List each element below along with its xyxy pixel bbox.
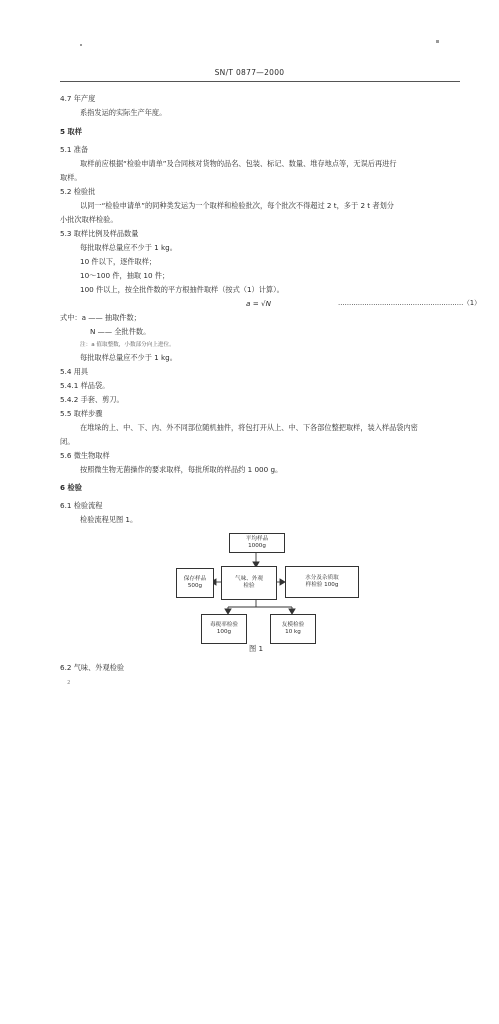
where-a: 式中：a —— 抽取件数； bbox=[60, 313, 141, 322]
section-5-2-line1: 以同一“检验申请单”的同种类发运为一个取样和检验批次，每个批次不得超过 2 t，多于 2 t 者划分 bbox=[80, 201, 394, 210]
flow-box-odor-appearance bbox=[221, 566, 277, 600]
flow-box-label: 500g bbox=[187, 583, 203, 589]
section-5-1-title: 5.1 准备 bbox=[60, 145, 89, 154]
section-6-1-line1: 检验流程见图 1。 bbox=[80, 515, 138, 524]
flow-box-label: 毒税率检验 bbox=[210, 622, 238, 629]
flow-box-model-test bbox=[270, 614, 316, 644]
flow-box-average-sample bbox=[229, 533, 285, 553]
flow-box-label: 气味、外观 bbox=[235, 576, 263, 583]
flow-box-label: 水分及杂质取 bbox=[305, 575, 339, 582]
section-5-5-line1: 在堆垛的上、中、下、内、外不同部位随机抽件，将包打开从上、中、下各部位整把取样，装入样品袋内密 bbox=[80, 423, 418, 432]
section-5-3-title: 5.3 取样比例及样品数量 bbox=[60, 229, 139, 238]
standard-header: SN/T 0877—2000 bbox=[214, 68, 285, 77]
flow-box-label: 10 kg bbox=[285, 629, 301, 635]
flow-box-label: 友模检验 bbox=[281, 622, 305, 629]
section-5-3-line2: 10 件以下，逐件取样； bbox=[80, 257, 157, 266]
formula: a = √N bbox=[246, 299, 271, 308]
section-6-1-title: 6.1 检验流程 bbox=[60, 501, 103, 510]
flow-box-label: 保存样品 bbox=[183, 576, 207, 583]
section-5-title: 5 取样 bbox=[60, 127, 82, 136]
formula-note: 注：a 值取整数，小数部分向上进位。 bbox=[80, 342, 175, 348]
section-5-3-line1: 每批取样总量应不少于 1 kg。 bbox=[80, 243, 177, 252]
section-6-2-title: 6.2 气味、外观检验 bbox=[60, 663, 125, 672]
section-5-2-title: 5.2 检验批 bbox=[60, 187, 96, 196]
section-5-3-line3: 10～100 件，抽取 10 件； bbox=[80, 271, 170, 280]
flow-box-label: 1000g bbox=[248, 543, 266, 549]
section-4-7-title: 4.7 年产度 bbox=[60, 94, 96, 103]
section-5-5-line2: 闭。 bbox=[60, 437, 75, 446]
section-5-4-1: 5.4.1 样品袋。 bbox=[60, 381, 110, 390]
flow-box-label: 检验 bbox=[243, 583, 255, 589]
equation-number: …………………………………………………（1） bbox=[338, 299, 481, 307]
flow-box-label: 100g bbox=[216, 629, 232, 635]
section-5-1-line2: 取样。 bbox=[60, 173, 82, 182]
section-5-4-2: 5.4.2 手套、剪刀。 bbox=[60, 395, 124, 404]
section-5-5-title: 5.5 取样步骤 bbox=[60, 409, 103, 418]
section-6-title: 6 检验 bbox=[60, 483, 82, 492]
section-5-4-title: 5.4 用具 bbox=[60, 367, 89, 376]
section-5-2-line2: 小批次取样检验。 bbox=[60, 215, 118, 224]
flow-box-retained-sample bbox=[176, 568, 214, 598]
section-5-6-line1: 按照微生物无菌操作的要求取样，每批所取的样品约 1 000 g。 bbox=[80, 465, 283, 474]
flow-box-label: 平均样品 bbox=[245, 536, 269, 543]
figure-caption: 图 1 bbox=[249, 644, 264, 653]
section-5-3-line4: 100 件以上，按全批件数的平方根抽件取样（按式（1）计算）。 bbox=[80, 285, 284, 294]
section-5-1-line1: 取样前应根据“检验申请单”及合同核对货物的品名、包装、标记、数量、堆存地点等，无误后再进行 bbox=[80, 159, 397, 168]
flow-box-moisture-impurity bbox=[285, 566, 359, 598]
where-n: N —— 全批件数。 bbox=[90, 327, 151, 336]
section-4-7-body: 系指发运的实际生产年度。 bbox=[80, 108, 167, 117]
flow-box-label: 样检验 100g bbox=[305, 582, 339, 588]
section-5-6-title: 5.6 微生物取样 bbox=[60, 451, 110, 460]
footer-mark: 2 bbox=[67, 680, 71, 686]
section-5-3-line5: 每批取样总量应不少于 1 kg。 bbox=[80, 353, 177, 362]
flow-box-rate-test bbox=[201, 614, 247, 644]
